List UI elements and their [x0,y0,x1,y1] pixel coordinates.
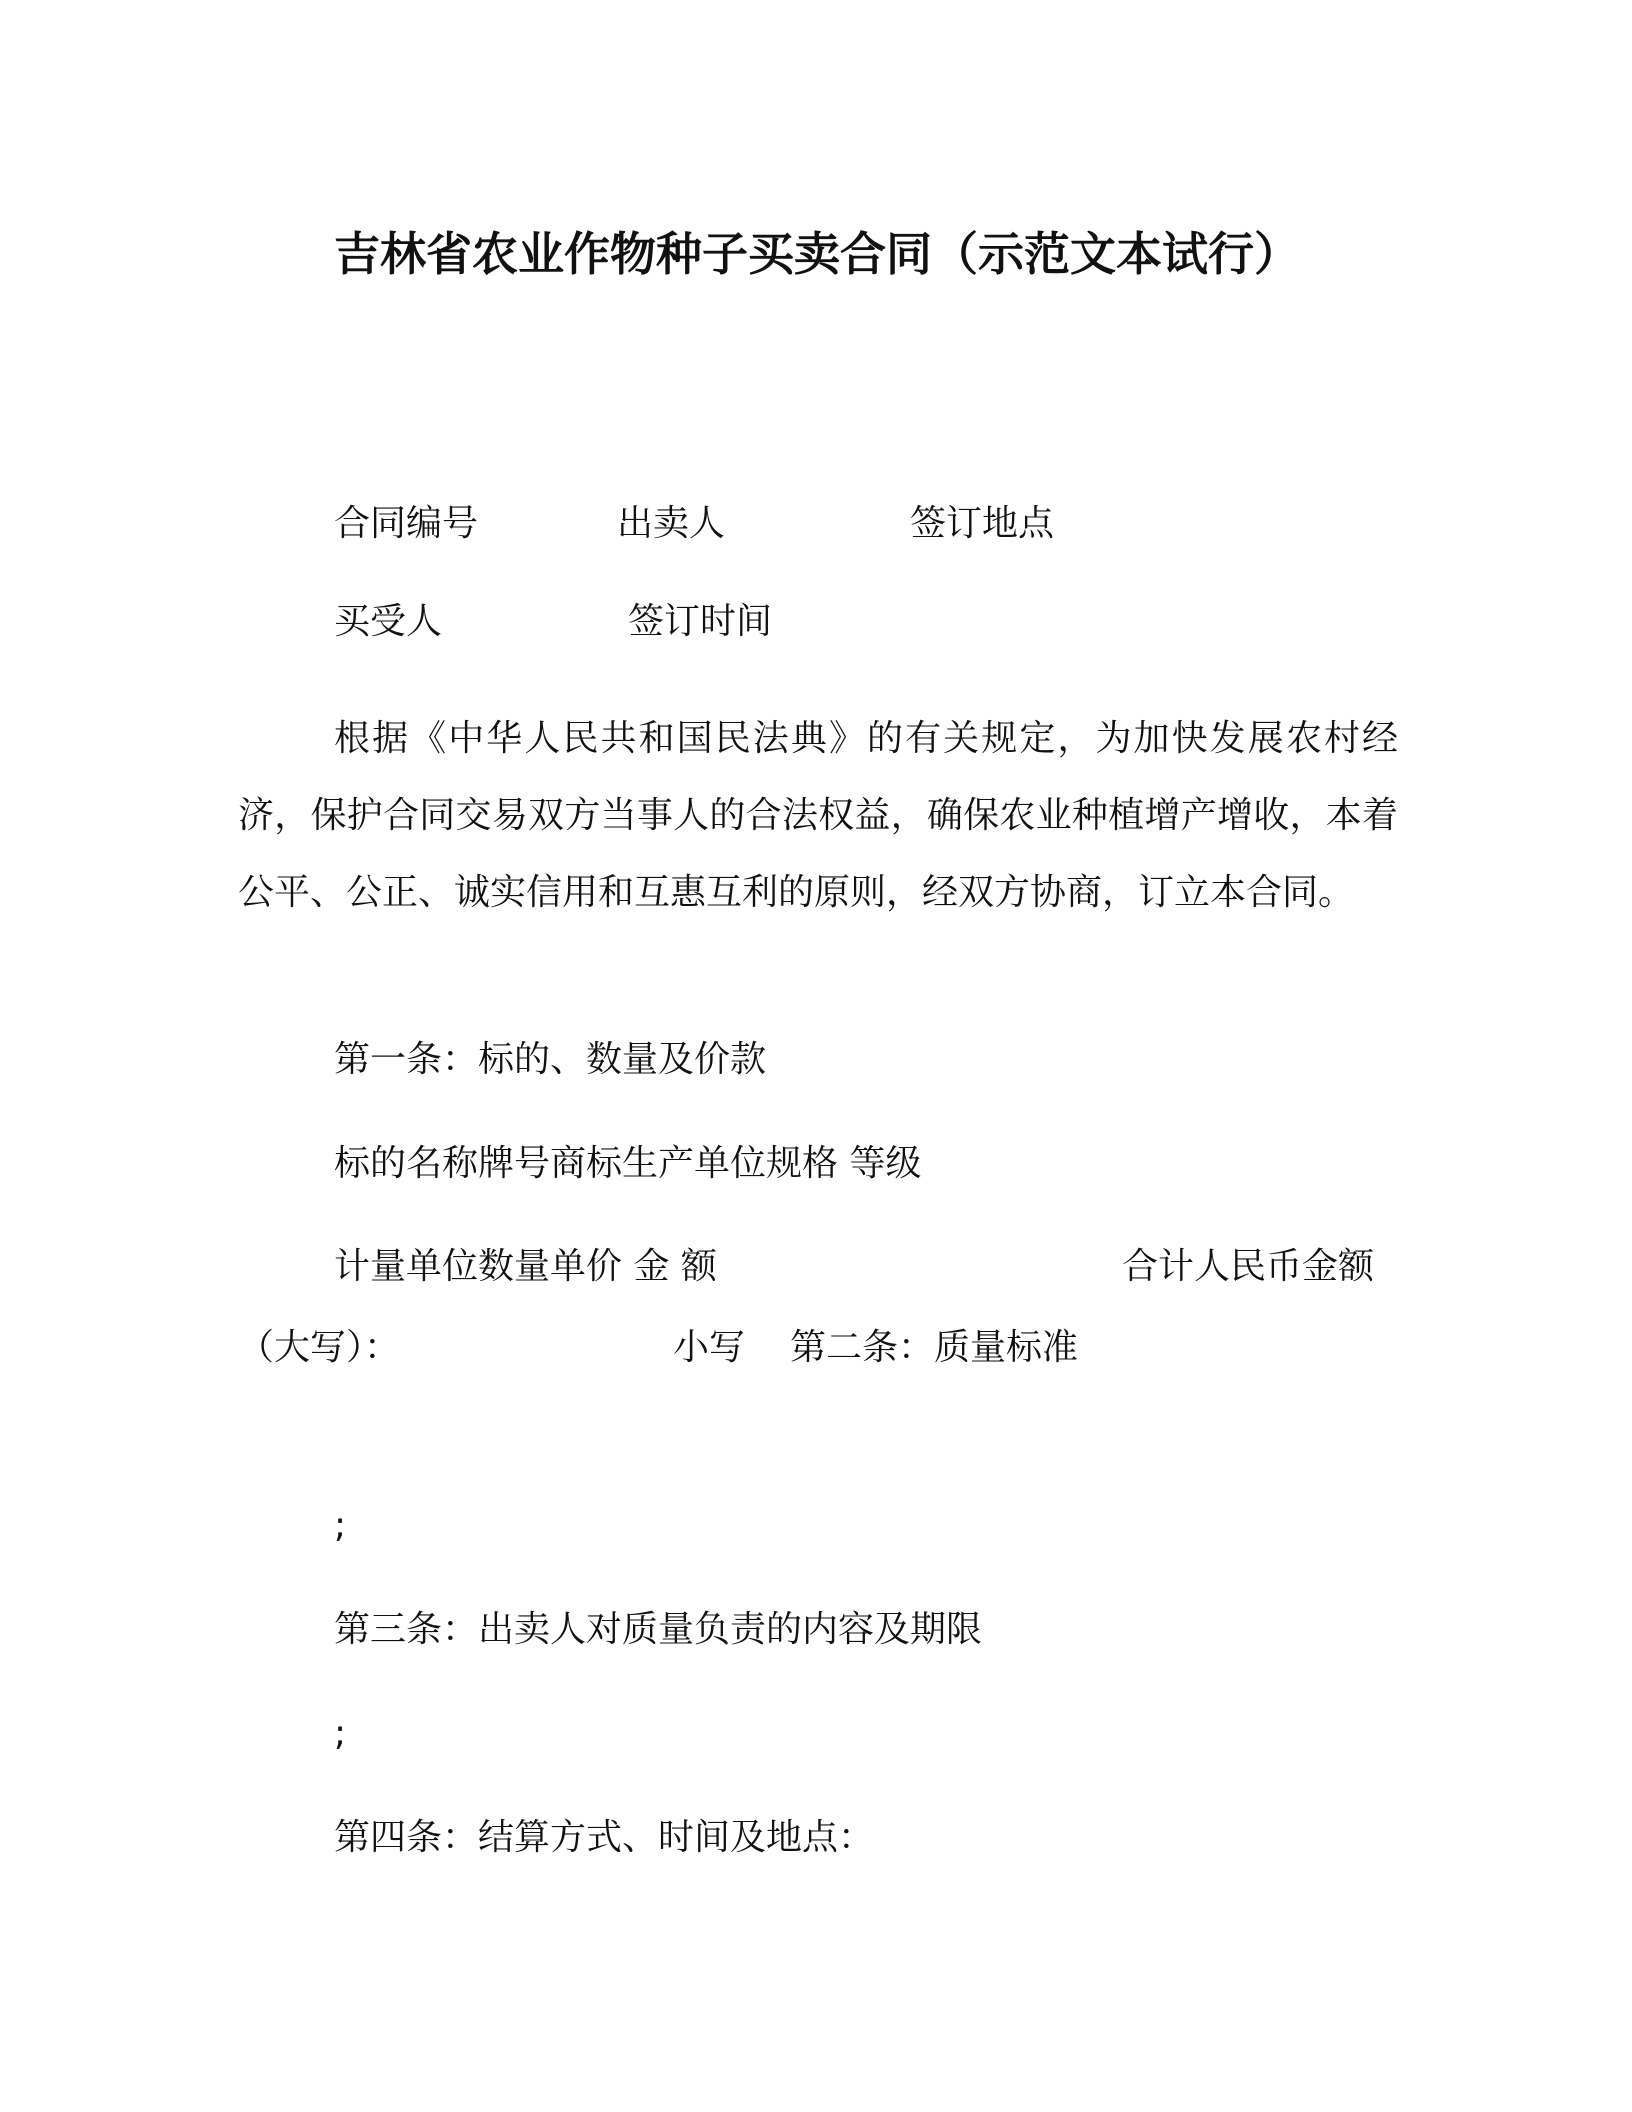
article-2-heading: 第二条：质量标准 [790,1327,1079,1368]
field-sign-place: 签订地点 [910,503,1055,544]
semicolon-2: ; [334,1713,347,1754]
field-contract-no: 合同编号 [334,503,479,544]
total-rmb-label: 合计人民币金额 [1122,1246,1375,1287]
document-title: 吉林省农业作物种子买卖合同（示范文本试行） [334,227,1300,281]
semicolon-1: ; [334,1505,347,1546]
article-4-heading: 第四条：结算方式、时间及地点： [334,1817,875,1858]
amount-lowercase-label: 小写 [673,1327,746,1368]
article-1-heading: 第一条：标的、数量及价款 [334,1039,767,1080]
field-seller: 出卖人 [617,503,726,544]
article-1-table-header-row: 标的名称牌号商标生产单位规格 等级 [334,1143,922,1184]
amount-uppercase-label: （大写）： [238,1327,401,1368]
article-3-heading: 第三条：出卖人对质量负责的内容及期限 [334,1609,983,1650]
field-sign-time: 签订时间 [628,601,773,642]
article-1-unit-row: 计量单位数量单价 金 额 [334,1246,717,1287]
field-buyer: 买受人 [334,601,443,642]
preamble-paragraph: 根据《中华人民共和国民法典》的有关规定，为加快发展农村经济，保护合同交易双方当事人的合法权益，确保农业种植增产增收，本着公平、公正、诚实信用和互惠互利的原则，经双方协商，订立本合同。 [238,718,1398,913]
